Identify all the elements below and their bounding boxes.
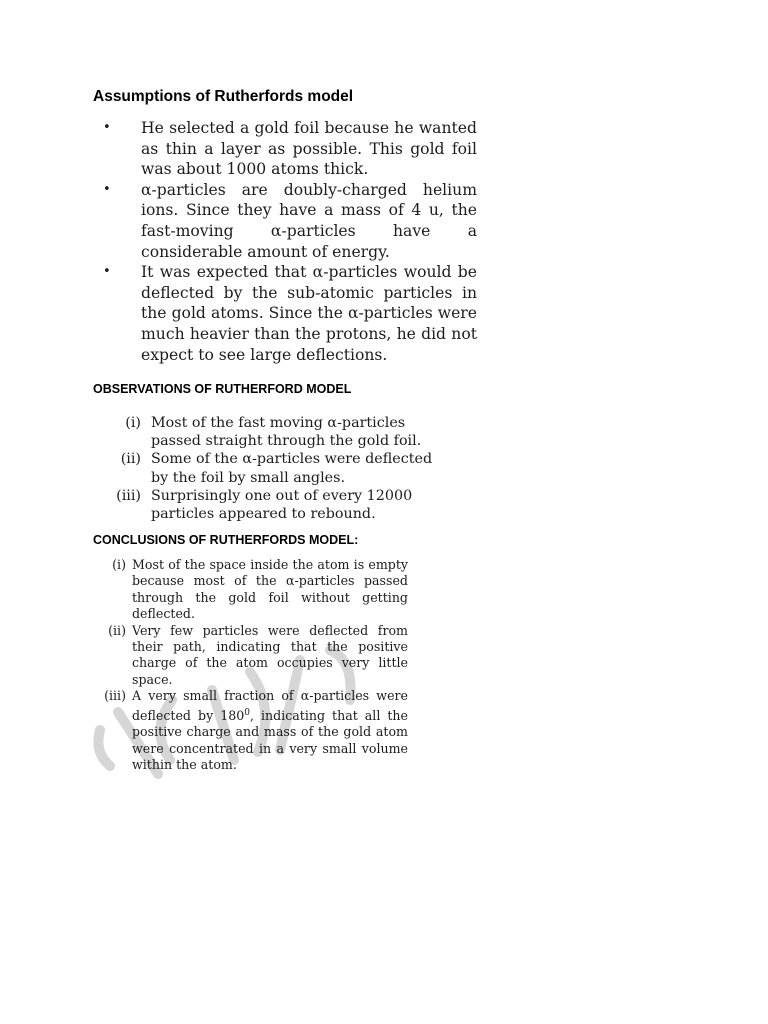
- observation-text: Some of the α-particles were deflected by the foil by small angles.: [151, 451, 433, 486]
- list-item: [93, 557, 413, 623]
- list-item: [93, 623, 413, 689]
- assumption-text: α-particles are doubly-charged helium ions. Since they have a mass of 4 u, the fast-moving α-particles have a considerable amount of energy.: [141, 180, 477, 261]
- conclusion-text: [132, 688, 408, 773]
- observation-text: Surprisingly one out of every 12000 particles appeared to rebound.: [151, 487, 413, 523]
- observations-list: [106, 408, 466, 524]
- list-item: [106, 487, 466, 523]
- item-number: (iii): [104, 688, 126, 704]
- list-item: [106, 450, 466, 486]
- assumption-text: He selected a gold foil because he wanted as thin a layer as possible. This gold foil was about 1000 atoms thick.: [141, 119, 477, 179]
- item-number: (ii): [108, 622, 126, 638]
- assumptions-list: [96, 118, 482, 368]
- list-item: [96, 118, 482, 180]
- cropped-line: [106, 408, 466, 414]
- item-number: (i): [125, 415, 141, 431]
- conclusions-title: CONCLUSIONS OF RUTHERFORDS MODEL:: [93, 533, 359, 547]
- bullet-icon: •: [103, 120, 111, 135]
- item-number: (i): [112, 557, 126, 572]
- observations-title: OBSERVATIONS OF RUTHERFORD MODEL: [93, 382, 352, 396]
- assumption-text: It was expected that α-particles would be deflected by the sub-atomic particles in the gold atoms. Since the α-particles were much heavier than the protons, he did not expect to see large deflections.: [141, 263, 477, 364]
- item-number: (ii): [120, 451, 141, 468]
- list-item: [106, 414, 466, 450]
- conclusion-text: Very few particles were deflected from their path, indicating that the positive charge of the atom occupies very little space.: [132, 622, 408, 687]
- bullet-icon: •: [103, 181, 111, 197]
- conclusion-text: Most of the space inside the atom is empty because most of the α-particles passed through the gold foil without getting deflected.: [132, 557, 408, 622]
- conclusions-list: [93, 557, 413, 775]
- list-item: [96, 262, 482, 365]
- conclusion-text-part: , indicating that all the positive charge and mass of the gold atom were concentrated in a very small volume within the atom.: [132, 707, 408, 773]
- degree-superscript: 0: [244, 707, 250, 718]
- list-item: [93, 688, 413, 773]
- list-item: [96, 180, 482, 262]
- observation-text: Most of the fast moving α-particles passed straight through the gold foil.: [151, 415, 422, 450]
- assumptions-title: Assumptions of Rutherfords model: [93, 88, 354, 105]
- bullet-icon: •: [103, 264, 111, 280]
- conclusion-text-part: A very small fraction of α-particles were deflected by 180: [132, 688, 408, 723]
- item-number: (iii): [116, 487, 141, 504]
